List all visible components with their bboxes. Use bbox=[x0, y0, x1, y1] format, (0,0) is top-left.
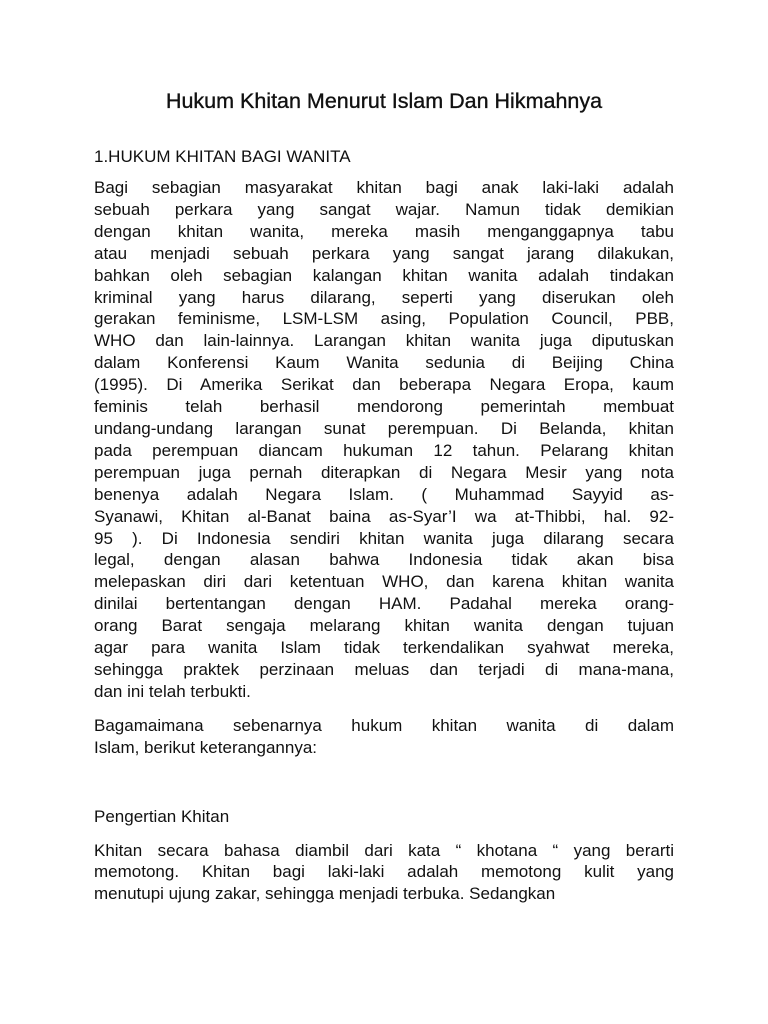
text-line: kriminal yang harus dilarang, seperti yang diserukan oleh bbox=[94, 287, 674, 307]
paragraph-2 bbox=[94, 715, 674, 759]
text-line: sehingga praktek perzinaan meluas dan terjadi di mana-mana, bbox=[94, 659, 674, 679]
section-heading: 1.HUKUM KHITAN BAGI WANITA bbox=[94, 147, 351, 166]
document-body bbox=[94, 86, 674, 905]
text-line: Bagamaimana sebenarnya hukum khitan wanita di dalam bbox=[94, 715, 674, 735]
text-line: bahkan oleh sebagian kalangan khitan wanita adalah tindakan bbox=[94, 265, 674, 285]
text-line: dengan khitan wanita, mereka masih menganggapnya tabu bbox=[94, 221, 674, 241]
text-line: melepaskan diri dari ketentuan WHO, dan karena khitan wanita bbox=[94, 572, 674, 592]
text-line: benenya adalah Negara Islam. ( Muhammad Sayyid as- bbox=[94, 484, 674, 504]
text-line: gerakan feminisme, LSM-LSM asing, Population Council, PBB, bbox=[94, 309, 674, 329]
text-line: atau menjadi sebuah perkara yang sangat jarang dilakukan, bbox=[94, 243, 674, 263]
text-line: dinilai bertentangan dengan HAM. Padahal mereka orang- bbox=[94, 594, 674, 614]
text-line: legal, dengan alasan bahwa Indonesia tidak akan bisa bbox=[94, 550, 674, 570]
text-line: dalam Konferensi Kaum Wanita sedunia di Beijing China bbox=[94, 353, 674, 373]
text-line: agar para wanita Islam tidak terkendalikan syahwat mereka, bbox=[94, 638, 674, 658]
paragraph-1 bbox=[94, 177, 674, 703]
text-line: Bagi sebagian masyarakat khitan bagi anak laki-laki adalah bbox=[94, 178, 674, 197]
text-line: pada perempuan diancam hukuman 12 tahun. Pelarang khitan bbox=[94, 440, 674, 460]
subheading-pengertian-khitan: Pengertian Khitan bbox=[94, 806, 230, 826]
text-line: undang-undang larangan sunat perempuan. Di Belanda, khitan bbox=[94, 418, 674, 438]
paragraph-3 bbox=[94, 840, 674, 906]
text-line: dan ini telah terbukti. bbox=[94, 681, 251, 701]
text-line: Islam, berikut keterangannya: bbox=[94, 737, 318, 757]
text-line: memotong. Khitan bagi laki-laki adalah memotong kulit yang bbox=[94, 862, 674, 882]
text-line: (1995). Di Amerika Serikat dan beberapa Negara Eropa, kaum bbox=[94, 375, 674, 395]
text-line: Khitan secara bahasa diambil dari kata “ khotana “ yang berarti bbox=[94, 840, 674, 860]
text-line: orang Barat sengaja melarang khitan wanita dengan tujuan bbox=[94, 616, 674, 636]
text-line: menutupi ujung zakar, sehingga menjadi terbuka. Sedangkan bbox=[94, 884, 556, 904]
document-title: Hukum Khitan Menurut Islam Dan Hikmahnya bbox=[165, 89, 603, 113]
text-line: feminis telah berhasil mendorong pemerintah membuat bbox=[94, 397, 674, 417]
text-line: Syanawi, Khitan al-Banat baina as-Syar’I wa at-Thibbi, hal. 92- bbox=[94, 506, 674, 526]
text-line: WHO dan lain-lainnya. Larangan khitan wanita juga diputuskan bbox=[94, 331, 674, 351]
text-line: perempuan juga pernah diterapkan di Negara Mesir yang nota bbox=[94, 462, 674, 482]
text-line: 95 ). Di Indonesia sendiri khitan wanita juga dilarang secara bbox=[94, 528, 674, 548]
text-line: sebuah perkara yang sangat wajar. Namun tidak demikian bbox=[94, 199, 674, 219]
